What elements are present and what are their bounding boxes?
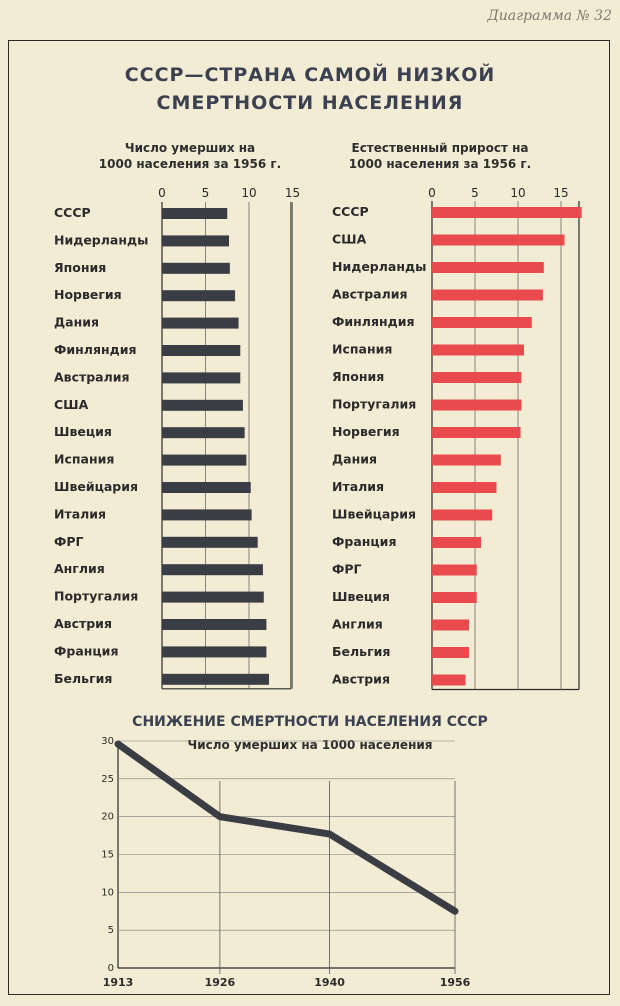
right-bar xyxy=(432,345,524,356)
left-country-label: Австралия xyxy=(54,369,130,385)
left-country-label: Нидерланды xyxy=(54,232,149,248)
right-chart-subtitle-line-2: 1000 населения за 1956 г. xyxy=(348,157,532,171)
right-bar xyxy=(432,400,521,411)
line-x-tick-label: 1940 xyxy=(314,976,345,989)
left-bar xyxy=(162,674,269,685)
right-country-label: Нидерланды xyxy=(332,259,427,274)
left-bar xyxy=(162,509,252,520)
right-chart-subtitle-line-1: Естественный прирост на xyxy=(351,141,529,155)
main-title-line-1: СССР—СТРАНА САМОЙ НИЗКОЙ xyxy=(124,64,496,86)
line-y-tick-label: 5 xyxy=(107,925,114,937)
left-bar xyxy=(162,263,230,274)
left-bar xyxy=(162,372,240,383)
left-bar xyxy=(162,455,246,466)
right-tick-label: 0 xyxy=(428,186,436,200)
left-tick-label: 0 xyxy=(158,186,166,200)
right-bar xyxy=(432,262,544,273)
right-country-label: СССР xyxy=(332,204,369,219)
left-bar xyxy=(162,564,263,575)
left-country-label: Финляндия xyxy=(54,342,137,357)
left-bar xyxy=(162,427,245,438)
left-tick-label: 5 xyxy=(201,186,210,200)
left-bar xyxy=(162,345,240,356)
left-country-label: США xyxy=(54,396,89,412)
right-bar xyxy=(432,372,521,383)
left-bar xyxy=(162,290,235,301)
right-bar xyxy=(432,235,564,246)
line-y-tick-label: 25 xyxy=(101,773,114,785)
right-country-label: Австрия xyxy=(332,671,390,687)
left-tick-label: 10 xyxy=(241,186,257,200)
left-bar xyxy=(162,318,239,329)
line-y-tick-label: 15 xyxy=(101,849,114,861)
right-bar xyxy=(432,647,469,658)
left-country-label: Австрия xyxy=(54,616,112,631)
right-bar xyxy=(432,620,469,631)
right-tick-label: 15 xyxy=(553,186,569,200)
left-chart-subtitle-line-1: Число умерших на xyxy=(124,141,256,155)
right-country-label: США xyxy=(332,231,367,247)
left-country-label: Бельгия xyxy=(54,670,113,686)
left-bar xyxy=(162,208,227,219)
left-bar xyxy=(162,482,251,493)
line-x-tick-label: 1913 xyxy=(102,976,134,989)
right-country-label: Норвегия xyxy=(332,424,400,439)
diagram-number-label: Диаграмма № 32 xyxy=(487,8,612,24)
left-country-label: Испания xyxy=(54,451,115,467)
right-bar xyxy=(432,317,532,328)
right-bar xyxy=(432,537,481,548)
left-country-label: ФРГ xyxy=(54,533,84,549)
left-country-label: Швейцария xyxy=(54,479,139,494)
right-country-label: Австралия xyxy=(332,286,408,302)
line-y-tick-label: 30 xyxy=(101,736,114,747)
right-bar xyxy=(432,455,501,466)
left-bar xyxy=(162,235,229,246)
main-title-line-2: СМЕРТНОСТИ НАСЕЛЕНИЯ xyxy=(156,92,464,114)
right-bar xyxy=(432,290,543,301)
right-country-label: Бельгия xyxy=(332,644,391,659)
right-country-label: Франция xyxy=(332,534,397,549)
line-y-tick-label: 0 xyxy=(107,963,114,974)
left-bar xyxy=(162,592,264,603)
right-bar xyxy=(432,675,466,686)
right-bar xyxy=(432,427,521,438)
line-chart-title: СНИЖЕНИЕ СМЕРТНОСТИ НАСЕЛЕНИЯ СССР xyxy=(132,714,488,730)
left-tick-label: 15 xyxy=(284,186,301,200)
right-tick-label: 10 xyxy=(510,186,526,200)
right-bar xyxy=(432,592,477,603)
left-country-label: СССР xyxy=(54,205,91,220)
right-bar xyxy=(432,510,492,521)
left-country-label: Швеция xyxy=(54,424,112,440)
right-bar xyxy=(432,482,497,493)
right-country-label: Испания xyxy=(332,341,393,357)
right-tick-label: 5 xyxy=(471,186,479,200)
right-country-label: ФРГ xyxy=(332,561,362,577)
right-country-label: Португалия xyxy=(332,396,417,412)
left-bar xyxy=(162,619,266,630)
line-chart-subtitle: Число умерших на 1000 населения xyxy=(187,738,433,752)
left-country-label: Англия xyxy=(54,561,105,577)
right-bar xyxy=(432,207,582,218)
right-country-label: Италия xyxy=(332,479,385,494)
line-x-tick-label: 1956 xyxy=(439,976,471,989)
left-country-label: Дания xyxy=(54,314,99,330)
left-chart-subtitle-line-2: 1000 населения за 1956 г. xyxy=(98,157,282,171)
right-country-label: Япония xyxy=(332,369,385,384)
left-country-label: Италия xyxy=(54,506,107,522)
right-country-label: Финляндия xyxy=(332,314,415,329)
left-bar xyxy=(162,646,266,657)
left-bar xyxy=(162,537,258,548)
left-country-label: Япония xyxy=(54,259,107,275)
line-y-tick-label: 10 xyxy=(101,887,114,899)
left-country-label: Норвегия xyxy=(54,287,122,303)
line-x-tick-label: 1926 xyxy=(204,976,236,989)
line-y-tick-label: 20 xyxy=(101,811,114,823)
right-country-label: Англия xyxy=(332,616,383,632)
left-country-label: Португалия xyxy=(54,588,139,604)
left-country-label: Франция xyxy=(54,643,119,659)
left-bar xyxy=(162,400,243,411)
right-bar xyxy=(432,565,477,576)
right-country-label: Швейцария xyxy=(332,506,417,522)
right-country-label: Дания xyxy=(332,451,377,467)
right-country-label: Швеция xyxy=(332,589,390,604)
